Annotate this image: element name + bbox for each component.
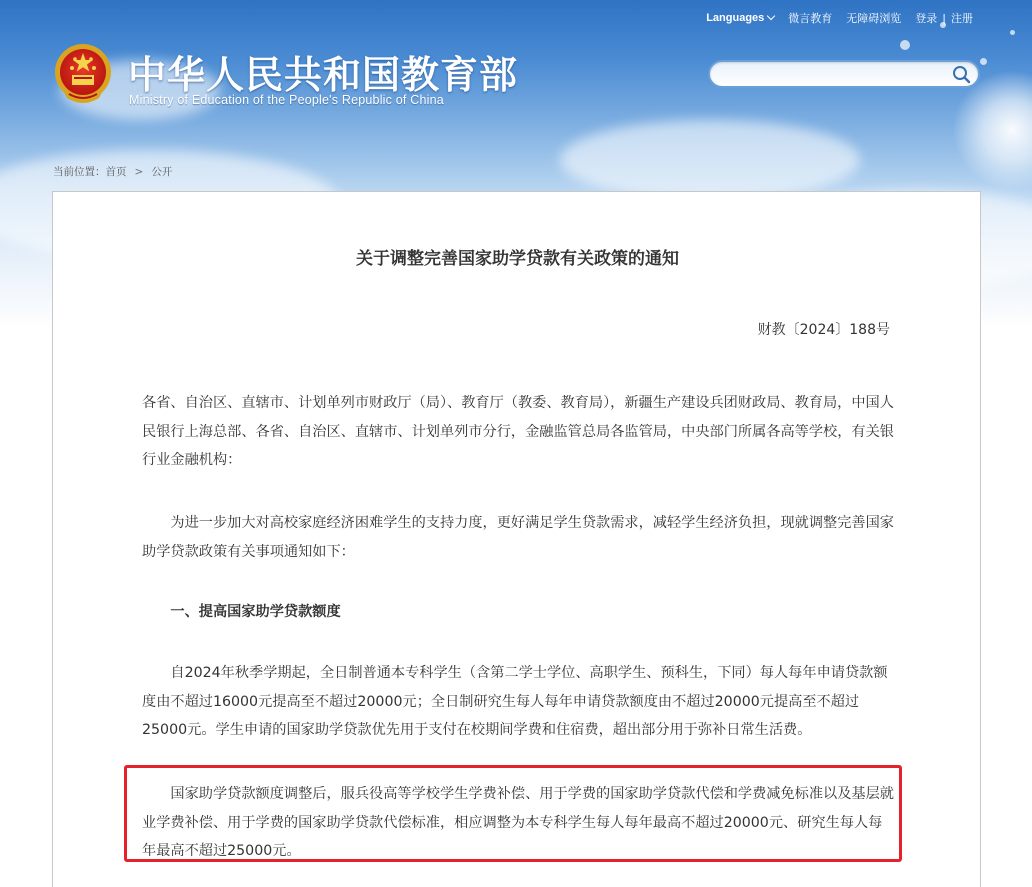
- site-title-en: Ministry of Education of the People's Republic of China: [129, 93, 444, 107]
- document-title: 关于调整完善国家助学贷款有关政策的通知: [356, 249, 679, 269]
- nav-separator: |: [942, 11, 946, 25]
- section-heading: 一、提高国家助学贷款额度: [170, 604, 341, 620]
- national-emblem-icon: [53, 42, 113, 108]
- breadcrumb-prefix: 当前位置：: [53, 166, 106, 178]
- document-addressee: 各省、自治区、直辖市、计划单列市财政厅（局）、教育厅（教委、教育局），新疆生产建设兵团财政局、教育局，中国人民银行上海总部、各省、自治区、直辖市、计划单列市分行，金融监管总局各监管局，中央部门所属各高等学校，有关银行业金融机构：: [142, 395, 894, 468]
- search-box: [708, 60, 980, 88]
- content-panel: [52, 191, 981, 887]
- highlighted-paragraph: 国家助学贷款额度调整后，服兵役高等学校学生学费补偿、用于学费的国家助学贷款代偿和学费减免标准以及基层就业学费补偿、用于学费的国家助学贷款代偿标准，相应调整为本专科学生每人每年最高不超过20000元、研究生每人每年最高不超过25000元。: [142, 786, 894, 859]
- chevron-right-icon: >: [134, 166, 144, 178]
- register-link[interactable]: 注册: [951, 12, 973, 25]
- top-navigation: [699, 10, 980, 26]
- document-intro: 为进一步加大对高校家庭经济困难学生的支持力度，更好满足学生贷款需求，减轻学生经济负担，现就调整完善国家助学贷款政策有关事项通知如下：: [142, 515, 894, 560]
- search-icon[interactable]: [950, 64, 972, 84]
- weixin-link[interactable]: 微言教育: [788, 12, 833, 25]
- document-number: 财教〔2024〕188号: [757, 322, 890, 338]
- site-title-cn: 中华人民共和国教育部: [128, 53, 519, 97]
- languages-dropdown[interactable]: Languages: [699, 12, 781, 24]
- section-paragraph: 自2024年秋季学期起，全日制普通本专科学生（含第二学士学位、高职学生、预科生，下同）每人每年申请贷款额度由不超过16000元提高至不超过20000元；全日制研究生每人每年申请贷款额度由不超过20000元提高至不超过25000元。学生申请的国家助学贷款优先用于支付在校期间学费和住宿费，超出部分用于弥补日常生活费。: [142, 665, 888, 738]
- login-link[interactable]: 登录: [915, 12, 938, 25]
- breadcrumb: [53, 164, 172, 179]
- search-input[interactable]: [722, 65, 942, 83]
- dandelion-decoration: [952, 70, 1032, 190]
- breadcrumb-home-link[interactable]: 首页: [105, 166, 127, 178]
- breadcrumb-current[interactable]: 公开: [151, 166, 173, 178]
- accessible-browse-link[interactable]: 无障碍浏览: [846, 12, 902, 25]
- chevron-down-icon: [767, 12, 775, 20]
